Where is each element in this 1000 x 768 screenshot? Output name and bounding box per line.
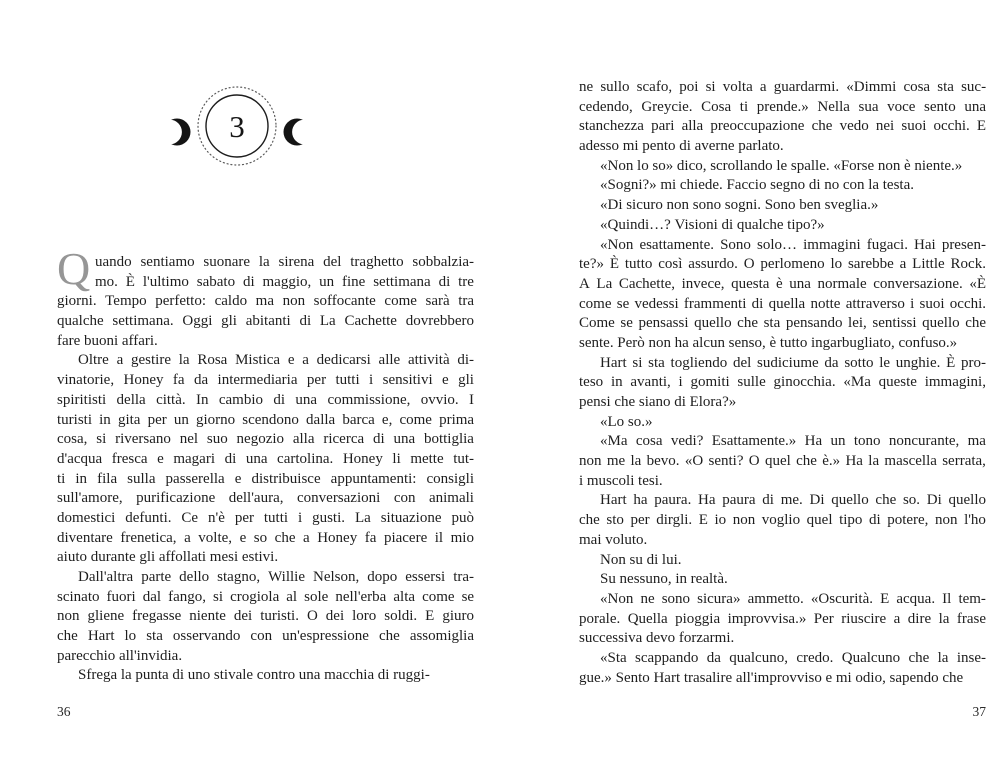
paragraph <box>579 432 986 491</box>
text-line: Non su di lui. <box>600 551 682 568</box>
text-line: «Lo so.» <box>600 413 653 430</box>
text-line: cosa, si riversano nel suo negozio alla ricerca di una bottiglia <box>57 431 474 448</box>
text-line: Hart ha paura. Ha paura di me. Di quello che so. Di quello <box>600 492 986 509</box>
paragraph <box>579 157 986 177</box>
text-line: «Sogni?» mi chiede. Faccio segno di no con la testa. <box>600 177 914 194</box>
text-line: che sto per dirgli. E io non voglio quel tipo di potere, non l'ho <box>579 512 986 529</box>
text-line: diventare frenetica, a volte, e so che a Honey fa piacere il mio <box>57 529 474 546</box>
paragraph <box>579 570 986 590</box>
text-line: sente. Però non ha alcun senso, è tutto ingarbugliato, confuso.» <box>579 334 958 351</box>
chapter-number: 3 <box>229 109 245 144</box>
text-line: te?» È tutto così assurdo. O perlomeno lo sarebbe a Little Rock. <box>579 256 986 273</box>
text-line: Dall'altra parte dello stagno, Willie Nelson, dopo essersi tra- <box>78 569 475 585</box>
text-line: turisti in gita per un giorno scendono dalla barca e, come prima <box>57 411 475 428</box>
paragraph <box>579 196 986 216</box>
text-line: successiva devo forzarmi. <box>579 630 735 647</box>
crescent-moon-right-icon <box>284 119 311 146</box>
text-line: scinato fuori dal fango, si crogiola al sole nell'erba alta come se <box>57 588 475 605</box>
text-line: sull'amore, purificazione dell'aura, conversazioni con animali <box>57 490 474 507</box>
text-line: vinatorie, Honey fa da intermediaria per tutti i sensitivi e gli <box>57 372 474 389</box>
page-right-text <box>579 78 986 688</box>
text-line: pensi che siano di Elora?» <box>579 394 737 410</box>
page-number-right: 37 <box>972 704 986 719</box>
text-line: ne sullo scafo, poi si volta a guardarmi. «Dimmi cosa sta suc- <box>579 79 987 95</box>
crescent-moon-left-icon <box>164 119 191 146</box>
text-line: «Non esattamente. Sono solo… immagini fugaci. Hai presen- <box>600 236 986 253</box>
paragraph <box>57 243 475 351</box>
text-line: aiuto durante gli affollati mesi estivi. <box>57 549 279 566</box>
paragraph <box>579 176 986 196</box>
text-line: fare buoni affari. <box>57 332 158 349</box>
paragraph <box>579 491 986 550</box>
text-line: ti in fila sulla passerella e distribuisce appuntamenti: consigli <box>57 470 475 487</box>
text-line: che Hart lo sta osservando con un'espressione che assomiglia <box>57 628 474 645</box>
text-line: i muscoli tesi. <box>579 472 663 489</box>
text-line: «Non ne sono sicura» ammetto. «Oscurità. E acqua. Il tem- <box>600 590 986 607</box>
text-line: porale. Quella pioggia improvvisa.» Per riuscire a dire la frase <box>579 610 987 627</box>
text-line: non gliene fregasse niente dei turisti. O dei loro soldi. E giuro <box>57 608 474 625</box>
paragraph <box>579 354 986 413</box>
text-line: giorni. Tempo perfetto: caldo ma non soffocante come sarà tra <box>57 293 475 310</box>
text-line: gue.» Sento Hart trasalire all'improvviso e mi odio, sapendo che <box>579 669 964 686</box>
paragraph <box>579 413 986 433</box>
paragraph <box>579 590 986 649</box>
paragraph <box>57 568 474 666</box>
text-line: mo. È l'ultimo sabato di maggio, un fine settimana di tre <box>95 273 474 290</box>
text-line: Sfrega la punta di uno stivale contro una macchia di ruggi- <box>78 667 430 684</box>
text-line: non me la bevo. «O senti? O quel che è.» Ha la mascella serrata, <box>579 453 986 470</box>
text-line: teso in avanti, i gomiti sulle ginocchia. «Ma queste immagini, <box>579 374 986 391</box>
text-line: come se vedessi frammenti di quella notte attraverso i suoi occhi. <box>579 295 987 312</box>
text-line: stanchezza pari alla preoccupazione che vedo nei suoi occhi. E <box>579 118 987 135</box>
text-line: spiritisti della città. In cambio di una commissione, ovvio. I <box>57 391 474 408</box>
paragraph <box>579 236 986 354</box>
text-line: domestici defunti. Ce n'è per tutti i gusti. La situazione può <box>57 509 474 526</box>
text-line: parecchio all'invidia. <box>57 647 183 664</box>
paragraph <box>579 216 986 236</box>
text-line: uando sentiamo suonare la sirena del traghetto sobbalzia- <box>95 254 475 270</box>
text-line: Su nessuno, in realtà. <box>600 571 728 588</box>
paragraph <box>57 351 474 568</box>
text-line: «Ma cosa vedi? Esattamente.» Ha un tono noncurante, ma <box>600 433 986 450</box>
text-line: «Quindi…? Visioni di qualche tipo?» <box>600 216 825 233</box>
text-line: «Di sicuro non sono sogni. Sono ben sveglia.» <box>600 197 879 214</box>
paragraph <box>579 649 986 688</box>
text-line: Hart si sta togliendo del sudiciume da sotto le unghie. È pro- <box>600 354 987 371</box>
paragraph <box>579 78 986 157</box>
paragraph <box>57 666 474 686</box>
text-line: qualche settimana. Oggi gli abitanti di La Cachette dovrebbero <box>57 313 475 330</box>
text-line: «Sta scappando da qualcuno, credo. Qualcuno che la inse- <box>600 649 986 666</box>
text-line: «Non lo so» dico, scrollando le spalle. «Forse non è niente.» <box>600 157 963 174</box>
drop-cap: Q <box>57 243 91 294</box>
text-line: Come se pensassi quello che sta pensando lei, sentissi quello che <box>579 315 987 332</box>
text-line: adesso mi pento di averne parlato. <box>579 138 784 155</box>
text-line: cedendo, Greycie. Cosa ti prende.» Nella sua voce sento una <box>579 98 986 115</box>
page-left-text <box>57 243 475 686</box>
page-number-left: 36 <box>57 704 71 719</box>
text-line: mai voluto. <box>579 531 648 548</box>
text-line: A La Cachette, invece, questa è una normale conversazione. «È <box>579 275 987 292</box>
text-line: d'acqua fresca e magari di una cartolina. Honey li mette tut- <box>57 450 475 467</box>
chapter-ornament <box>152 86 322 168</box>
paragraph <box>579 551 986 571</box>
text-line: Oltre a gestire la Rosa Mistica e a dedicarsi alle attività di- <box>78 352 475 369</box>
